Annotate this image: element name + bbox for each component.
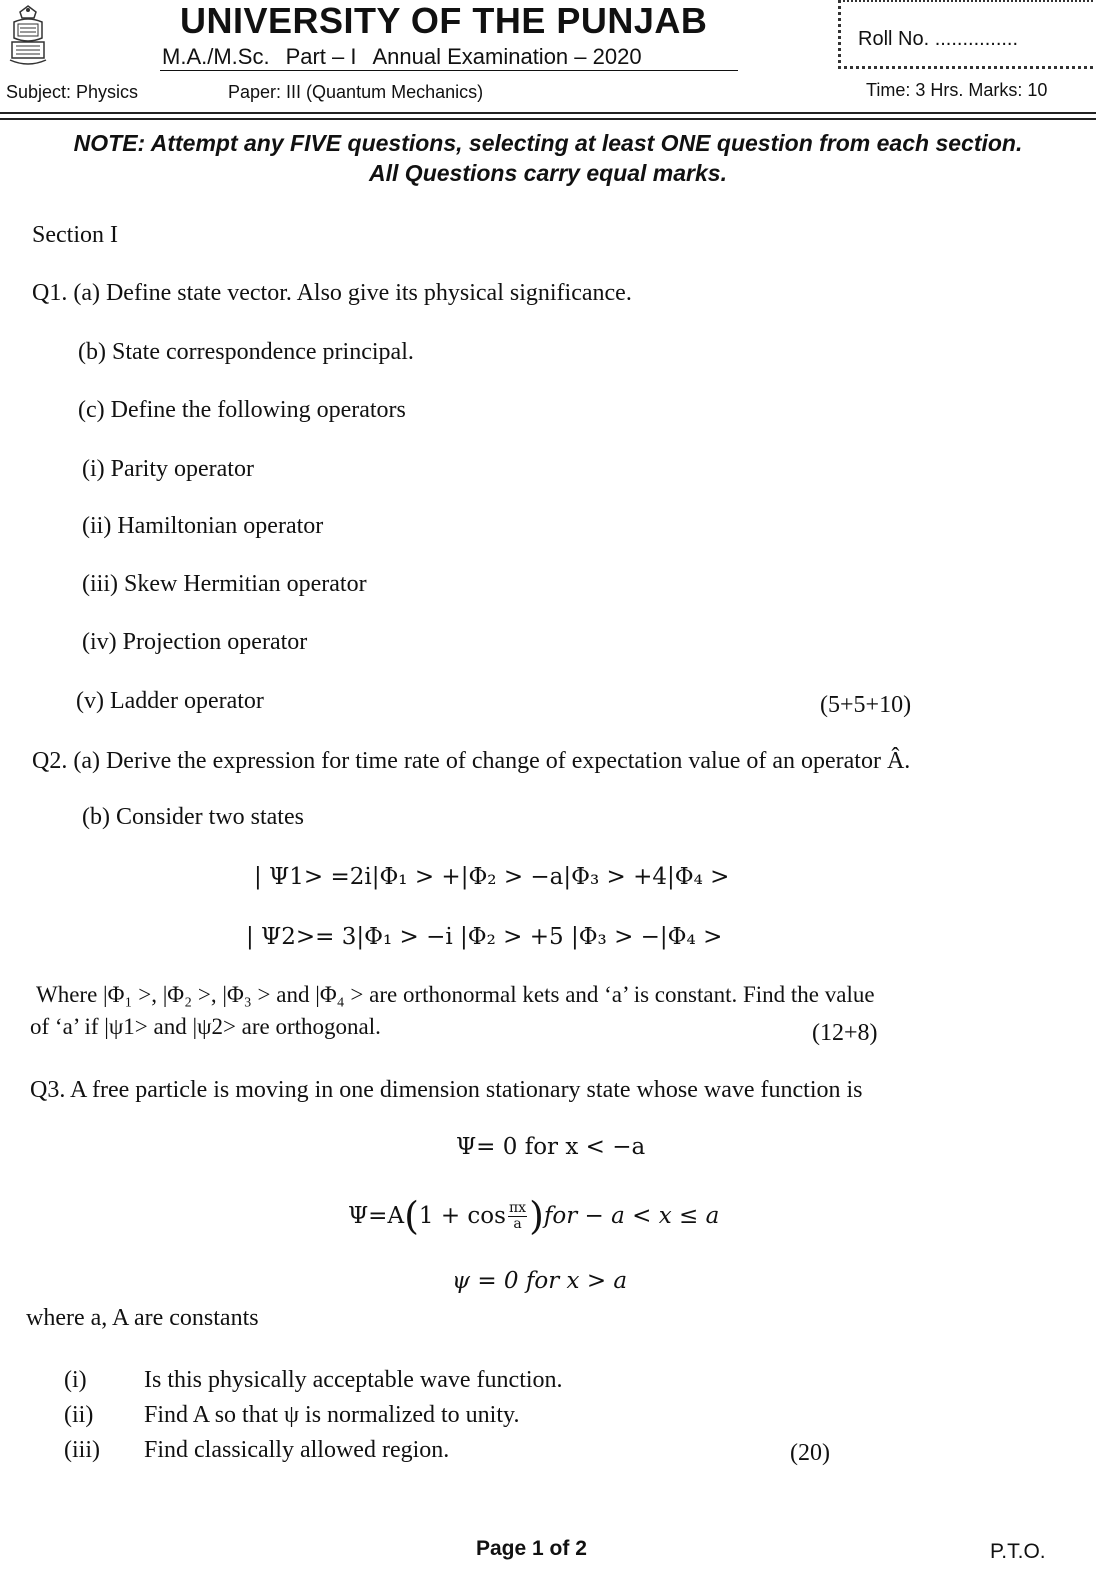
q1-item: (i) Parity operator xyxy=(82,456,254,482)
q3-marks: (20) xyxy=(790,1440,830,1466)
time-marks-label: Time: 3 Hrs. Marks: 10 xyxy=(866,80,1048,100)
q3-wavefunction-left: Ψ= 0 for x < −a xyxy=(456,1134,646,1160)
q3-constants: where a, A are constants xyxy=(26,1305,259,1331)
subtitle-underline xyxy=(160,70,738,71)
fraction-numerator: πx xyxy=(508,1199,527,1216)
section-heading: Section I xyxy=(32,222,118,248)
roll-number-field: Roll No. ............... xyxy=(858,28,1019,50)
q1-part-b: (b) State correspondence principal. xyxy=(78,339,414,365)
q3-intro: Q3. A free particle is moving in one dimension stationary state whose wave function is xyxy=(30,1077,863,1103)
q3-part-text: Find A so that ψ is normalized to unity. xyxy=(144,1402,520,1428)
part-label: Part – I xyxy=(285,44,357,69)
q3-part-number: (i) xyxy=(64,1367,87,1393)
q3-part-number: (iii) xyxy=(64,1437,100,1463)
q1-item: (iii) Skew Hermitian operator xyxy=(82,571,367,597)
open-paren: ( xyxy=(404,1194,419,1238)
q3-eq2-inner: 1 + cos xyxy=(418,1203,506,1229)
q1-marks: (5+5+10) xyxy=(820,692,912,718)
q1-item: (iv) Projection operator xyxy=(82,629,308,655)
q3-wavefunction-right: ψ = 0 for x > a xyxy=(452,1268,628,1294)
q2-marks: (12+8) xyxy=(812,1020,878,1046)
page-number: Page 1 of 2 xyxy=(476,1537,587,1560)
header-rule-bottom xyxy=(0,118,1096,120)
q2-state-1-equation: | Ψ1> =2i|Φ₁ > +|Φ₂ > −a|Φ₃ > +4|Φ₄ > xyxy=(254,864,730,890)
q3-part-text: Find classically allowed region. xyxy=(144,1437,450,1463)
note-line-1: NOTE: Attempt any FIVE questions, selecting at least ONE question from each section. xyxy=(73,130,1023,156)
exam-label: Annual Examination – 2020 xyxy=(372,44,642,69)
q1-item: (ii) Hamiltonian operator xyxy=(82,513,324,539)
q3-part-number: (ii) xyxy=(64,1402,94,1428)
q3-wavefunction-middle xyxy=(348,1194,719,1244)
subject-label: Subject: Physics xyxy=(6,82,139,102)
q2-part-b: (b) Consider two states xyxy=(82,804,304,830)
q3-eq2-prefix: Ψ=A xyxy=(348,1203,405,1229)
university-crest-logo xyxy=(6,4,50,70)
pto-label: P.T.O. xyxy=(990,1540,1046,1563)
q2-part-a: Q2. (a) Derive the expression for time rate of change of expectation value of an operator Â. xyxy=(32,748,911,774)
paper-label: Paper: III (Quantum Mechanics) xyxy=(228,82,484,102)
university-title: UNIVERSITY OF THE PUNJAB xyxy=(180,0,708,41)
exam-subtitle xyxy=(162,44,642,70)
q3-part-text: Is this physically acceptable wave function. xyxy=(144,1367,563,1393)
close-paren: ) xyxy=(529,1194,544,1238)
q1-part-a: Q1. (a) Define state vector. Also give its physical significance. xyxy=(32,280,632,306)
fraction xyxy=(508,1201,527,1232)
q2-where-line-2: of ‘a’ if |ψ1> and |ψ2> are orthogonal. xyxy=(30,1014,381,1039)
q2-where-line-1: Where |Φ₁ >, |Φ₂ >, |Φ₃ > and |Φ₄ > are orthonormal kets and ‘a’ is constant. Find the value xyxy=(36,982,875,1007)
note-line-2: All Questions carry equal marks. xyxy=(369,160,727,186)
header-rule-top xyxy=(0,112,1096,114)
q3-eq2-suffix: for − a < x ≤ a xyxy=(543,1203,720,1229)
fraction-denominator: a xyxy=(513,1215,522,1232)
q1-part-c: (c) Define the following operators xyxy=(78,397,406,423)
q1-item: (v) Ladder operator xyxy=(76,688,264,714)
degree-label: M.A./M.Sc. xyxy=(162,44,270,69)
q2-state-2-equation: | Ψ2>= 3|Φ₁ > −i |Φ₂ > +5 |Φ₃ > −|Φ₄ > xyxy=(246,924,723,950)
